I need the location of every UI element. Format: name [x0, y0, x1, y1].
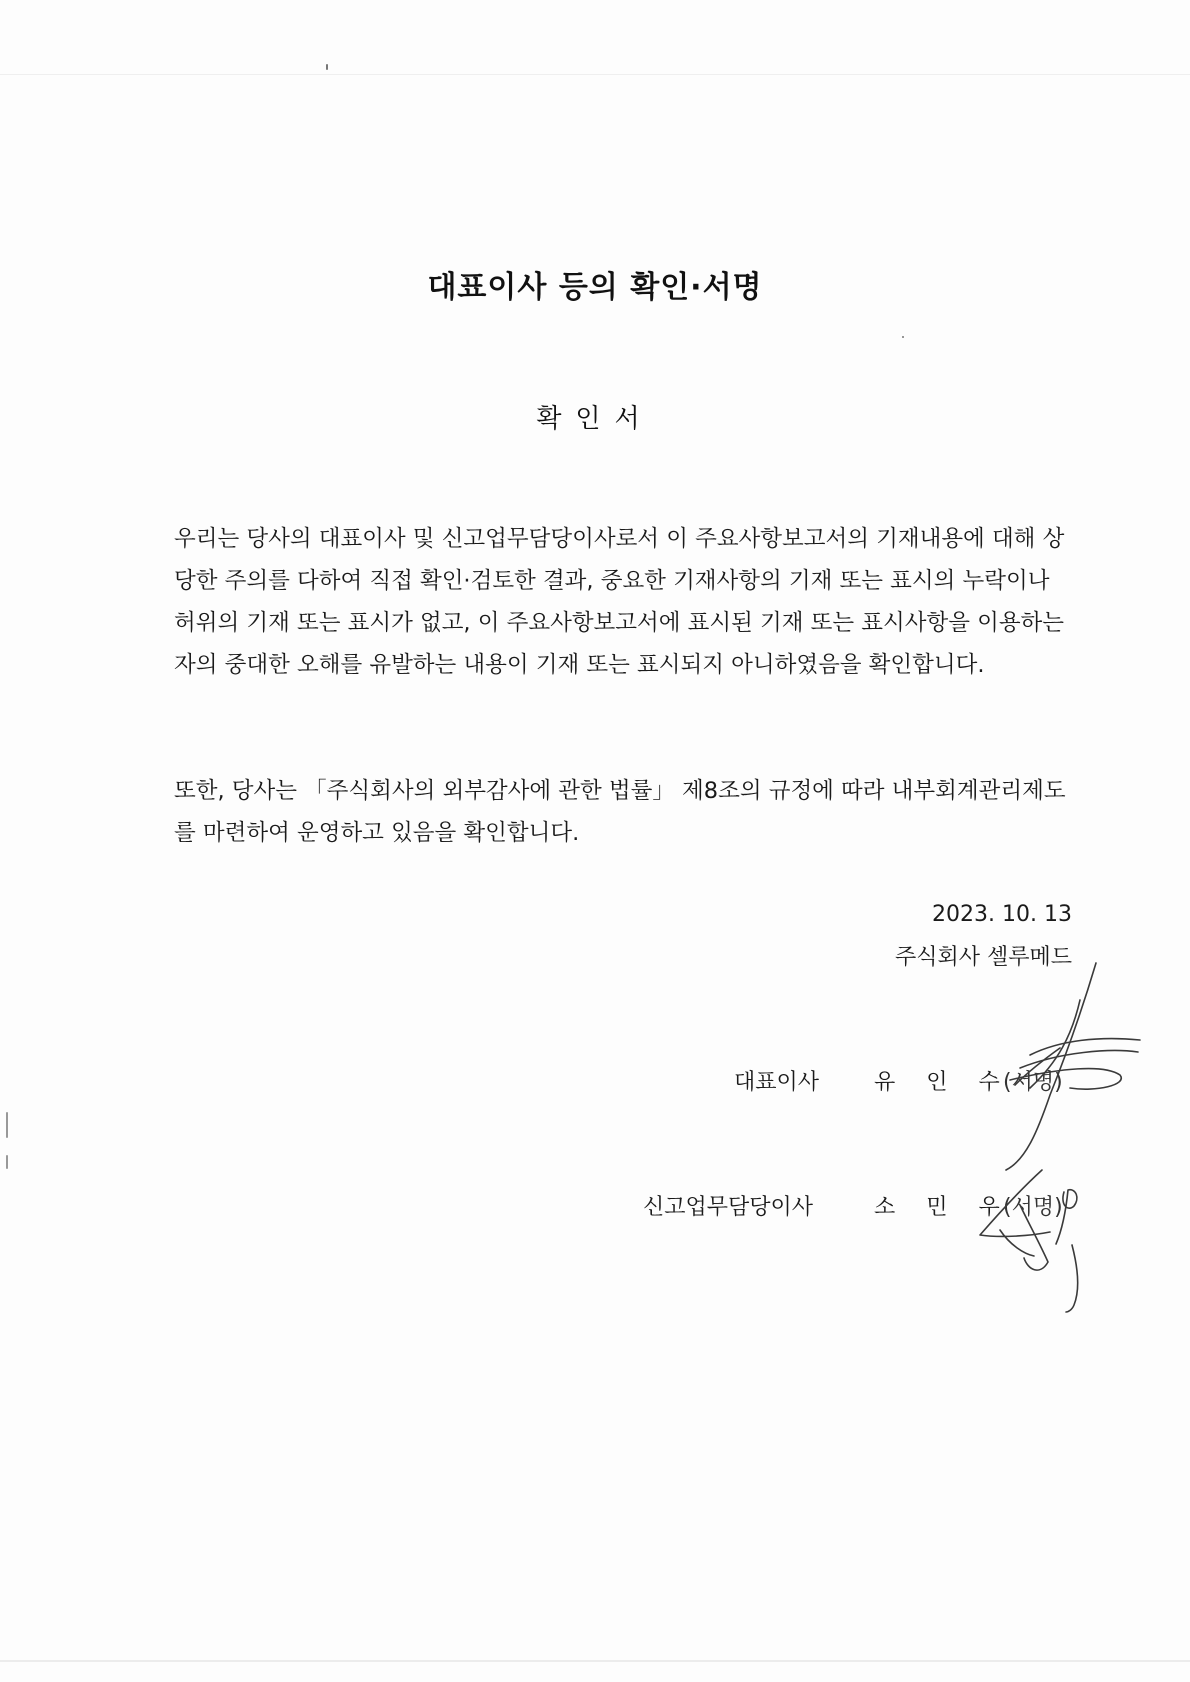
officer-signature-stroke	[1066, 1245, 1078, 1312]
signatory-name: 소 민 우	[874, 1195, 1012, 1220]
company-name: 주식회사 셀루메드	[894, 945, 1072, 970]
internal-control-paragraph: 또한, 당사는 「주식회사의 외부감사에 관한 법률」 제8조의 규정에 따라 내부회계관리제도를 마련하여 운영하고 있음을 확인합니다.	[174, 778, 1066, 846]
document-subtitle: 확인서	[536, 404, 654, 434]
scan-speck	[902, 336, 904, 338]
scan-speck	[6, 1112, 8, 1138]
scan-speck	[326, 64, 328, 70]
document-title: 대표이사 등의 확인·서명	[427, 270, 763, 305]
signatory-row-disclosure-officer	[0, 1190, 1190, 1224]
officer-signature-stroke	[1000, 1230, 1034, 1256]
signatory-name: 유 인 수	[874, 1070, 1012, 1095]
ceo-signature-stroke	[1030, 1039, 1140, 1055]
signature-mark: (서명)	[1003, 1195, 1063, 1220]
confirmation-paragraph: 우리는 당사의 대표이사 및 신고업무담당이사로서 이 주요사항보고서의 기재내용에 대해 상당한 주의를 다하여 직접 확인·검토한 결과, 중요한 기재사항의 기재 또는 표시의 누락이나 허위의 기재 또는 표시가 없고, 이 주요사항보고서에 표시된 기재 또는 표시사항을 이용하는 자의 중대한 오해를 유발하는 내용이 기재 또는 표시되지 아니하였음을 확인합니다.	[174, 526, 1065, 678]
signatory-role: 대표이사	[734, 1070, 820, 1095]
signatory-role: 신고업무담당이사	[643, 1195, 814, 1220]
scan-edge-bottom	[0, 1660, 1190, 1662]
signatory-row-ceo	[0, 1065, 1190, 1099]
document-date: 2023. 10. 13	[932, 902, 1072, 927]
scan-speck	[6, 1155, 8, 1169]
scan-edge-top	[0, 74, 1190, 75]
signature-mark: (서명)	[1003, 1070, 1063, 1095]
